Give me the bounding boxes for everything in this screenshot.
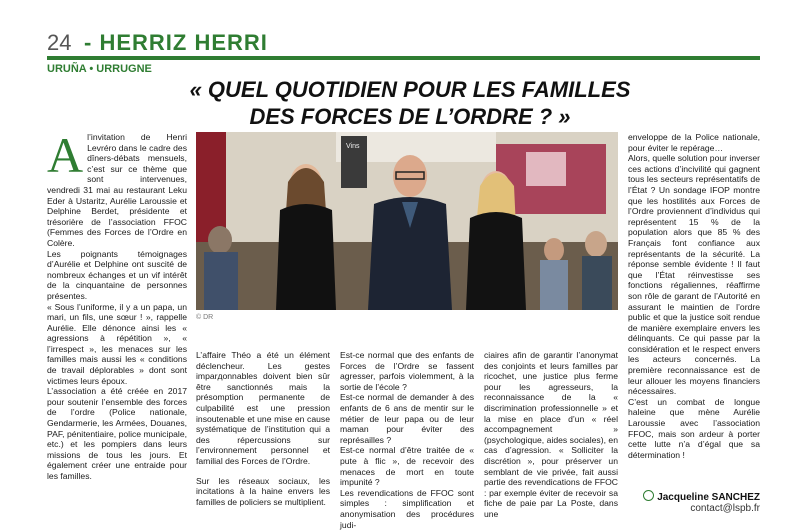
article-column-3 (340, 350, 474, 530)
header-rule (47, 56, 760, 60)
article-photo (196, 132, 618, 310)
subsection-label: URUÑA • URRUGNE (47, 63, 152, 75)
paragraph: L’association a été créée en 2017 pour soutenir l’ensemble des forces de l’ordre (Police nationale, Gendarmerie, les Armées, Douanes, PAF, pénitentiaire, police municipale, etc.) et les pompiers dans leurs missions de tous les jours. Et également créer une entraide pour les familles. (47, 386, 187, 481)
article-column-5 (628, 132, 760, 484)
photo-illustration (196, 132, 618, 310)
author-name-line (628, 490, 760, 503)
article-column-1 (47, 127, 187, 516)
paragraph: Est-ce normal d’être traitée de « pute à flic », de recevoir des menaces de mort en toute impunité ? (340, 445, 474, 488)
section-title: - HERRIZ HERRI (84, 30, 268, 55)
drop-cap: A (47, 127, 84, 183)
paragraph: Est-ce normal que des enfants de Forces de l’Ordre se fassent agresser, parfois violemment, à la sortie de l’école ? (340, 350, 474, 392)
paragraph: ciaires afin de garantir l’anonymat des conjoints et leurs familles par ricochet, une justice plus ferme pour les agresseurs, la reconnaissance de la « discrimination professionnelle » et la mise en place d’un « réel accompagnement » (psychologique, aides sociales), en cas d’agression. « Solliciter la discrétion », pour préserver un semblant de vie privée, fait aussi partie des revendications de FFOC : par exemple éviter de recevoir sa fiche de paie par La Poste, dans une (484, 350, 618, 519)
author-signature (628, 490, 760, 514)
author-icon (643, 490, 654, 501)
paragraph: l’invitation de Henri Levréro dans le cadre des dîners-débats mensuels, c’est sur ce thème que sont intervenues, vendredi 31 mai au restaurant Leku Eder à Ustaritz, Aurélie Laroussie et Delphine Berdet, présidente et trésorière de l’association FFOC (Femmes des Forces de l’Ordre en Colère. (47, 132, 187, 248)
article-column-2 (196, 350, 330, 516)
article-headline (150, 76, 670, 130)
paragraph: Les revendications de FFOC sont simples : simplification et anonymisation des procédures judi- (340, 487, 474, 530)
paragraph: L’affaire Théo a été un élément déclencheur. Les gestes imparдonnables doivent bien sûr être sanctionnés mais la présomption permanente de culpabilité est une pression insoutenable et une mise en cause systématique de l’institution qui a des répercussions sur l’environnement personnel et familial des Forces de l’Ordre. (196, 350, 330, 466)
headline-line-1: « QUEL QUOTIDIEN POUR LES FAMILLES (189, 77, 631, 102)
photo-credit: © DR (196, 314, 214, 321)
paragraph: Les poignants témoignages d’Aurélie et Delphine ont suscité de nombreux échanges et un vif intérêt de la cinquantaine de personnes présentes. (47, 248, 187, 301)
paragraph: enveloppe de la Police nationale, pour éviter le repérage… (628, 132, 760, 153)
paragraph: Sur les réseaux sociaux, les incitations à la haine envers les familles de policiers se multiplient. (196, 475, 330, 507)
paragraph: Est-ce normal de demander à des enfants de 6 ans de mentir sur le métier de leur papa ou de leur maman pour éviter des représailles ? (340, 392, 474, 445)
menu-board-text: Vins (346, 143, 360, 150)
paragraph: Alors, quelle solution pour inverser ces actions d’incivilité qui gagnent tous les secteurs représentatifs de l’État ? Un sondage IFOP montre que les hostilités aux Forces de l’Ordre proviennent d’individus qui représentent 15 % de la population alors que 85 % des Français font confiance aux représentants de la sécurité. La réponse semble évidente ! Il faut que l’État réinvestisse ses fonctions régaliennes, réaffirme son rôle de garant de l’Autorité en assurant le maintien de l’ordre public et que la justice soit rendue de manière exemplaire envers les délinquants. Ce qui passe par la considération et le respect envers les acteurs concernés. La première reconnaissance est de leur allouer les moyens financiers nécessaires. (628, 153, 760, 397)
author-email[interactable]: contact@lspb.fr (690, 503, 760, 514)
page-number: 24 (47, 30, 72, 55)
paragraph: « Sous l’uniforme, il y a un papa, un mari, un fils, une sœur ! », rappelle Aurélie. Elle dénonce ainsi les « agressions à répétition », « l’irrespect », les menaces sur les familles mais aussi les « conditions de travail déplorables » dont sont victimes leurs époux. (47, 301, 187, 386)
article-column-4 (484, 350, 618, 519)
author-name: Jacqueline SANCHEZ (657, 492, 760, 503)
paragraph: C’est un combat de longue haleine que mène Aurélie Laroussie avec l’association FFOC, mais son ardeur à porter cette lutte n’a d’égal que sa détermination ! (628, 396, 760, 460)
headline-line-2: DES FORCES DE L’ORDRE ? » (249, 104, 571, 129)
